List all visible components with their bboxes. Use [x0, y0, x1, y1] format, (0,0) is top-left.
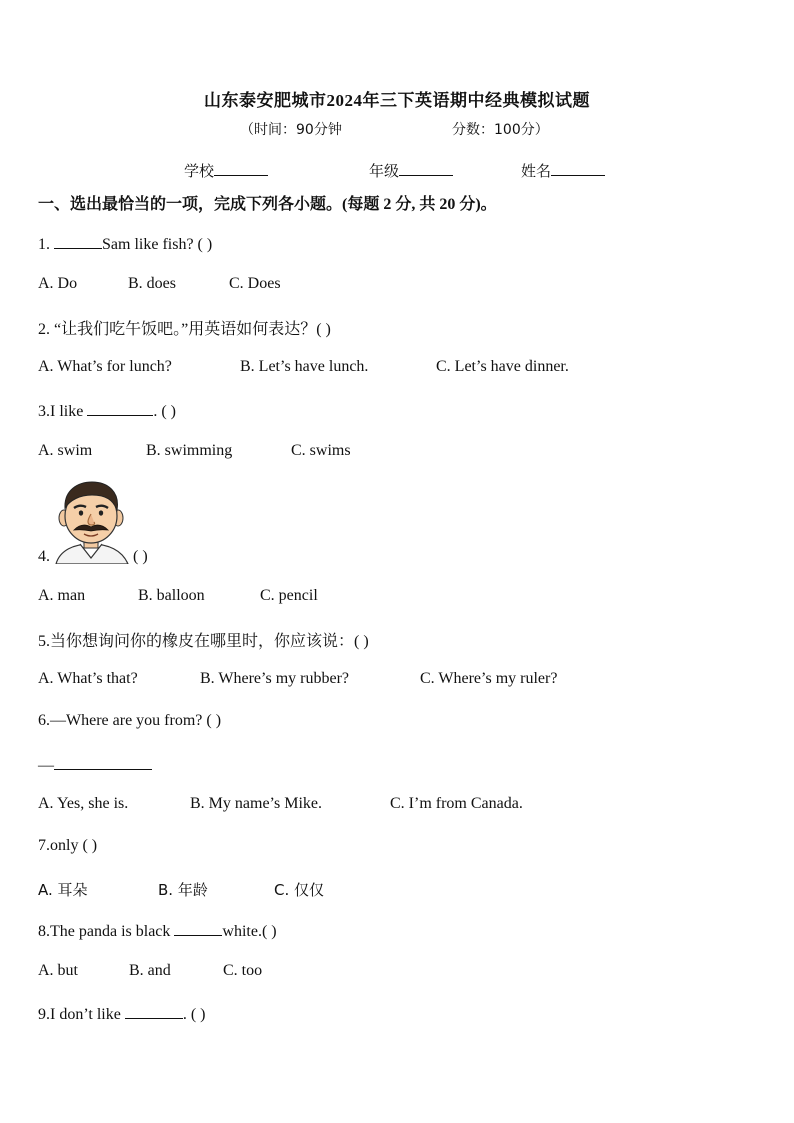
question-3	[38, 400, 176, 421]
question-4-option-b[interactable]: B. balloon	[138, 587, 205, 604]
question-5-option-a[interactable]: A. What’s that?	[38, 670, 138, 687]
question-1-option-a[interactable]: A. Do	[38, 275, 78, 292]
question-9-text: 9.I don’t like	[38, 1006, 125, 1023]
question-8-option-b[interactable]: B. and	[129, 962, 171, 979]
school-blank[interactable]	[214, 161, 268, 176]
question-8	[38, 920, 277, 941]
question-3-option-a[interactable]: A. swim	[38, 442, 93, 459]
name-label: 姓名	[521, 162, 552, 180]
grade-field	[369, 160, 453, 181]
question-4-option-c[interactable]: C. pencil	[260, 587, 318, 604]
question-7-option-a[interactable]: A. 耳朵	[38, 881, 88, 899]
question-6-option-a[interactable]: A. Yes, she is.	[38, 795, 129, 812]
exam-title: 山东泰安肥城市2024年三下英语期中经典模拟试题	[204, 91, 590, 110]
question-6-answer-line	[38, 754, 152, 775]
question-6-blank[interactable]	[54, 754, 152, 770]
question-2: 2. “让我们吃午饭吧。”用英语如何表达？( )	[38, 321, 331, 338]
section-heading: 一、选出最恰当的一项，完成下列各小题。(每题 2 分, 共 20 分)。	[38, 196, 497, 213]
name-field	[521, 160, 605, 181]
question-6: 6.—Where are you from? ( )	[38, 712, 222, 729]
question-9	[38, 1003, 205, 1024]
question-2-option-c[interactable]: C. Let’s have dinner.	[436, 358, 569, 375]
question-9-blank[interactable]	[125, 1003, 183, 1019]
question-1-option-c[interactable]: C. Does	[229, 275, 281, 292]
question-8-option-a[interactable]: A. but	[38, 962, 78, 979]
question-3-text: 3.I like	[38, 403, 88, 420]
exam-time: （时间：90分钟	[240, 122, 342, 138]
question-8-option-c[interactable]: C. too	[223, 962, 263, 979]
question-4-number: 4.	[38, 548, 50, 565]
question-3-paren: . ( )	[153, 403, 176, 420]
question-5: 5.当你想询问你的橡皮在哪里时，你应该说：( )	[38, 633, 369, 650]
exam-score: 分数：100分）	[452, 122, 549, 138]
man-portrait-image	[50, 478, 132, 564]
question-1-number: 1.	[38, 236, 54, 253]
question-3-option-b[interactable]: B. swimming	[146, 442, 233, 459]
question-8-text: 8.The panda is black	[38, 923, 175, 940]
question-1-blank[interactable]	[54, 233, 102, 249]
question-2-option-a[interactable]: A. What’s for lunch?	[38, 358, 172, 375]
school-field	[184, 160, 268, 181]
question-9-paren: . ( )	[182, 1006, 206, 1023]
question-2-option-b[interactable]: B. Let’s have lunch.	[240, 358, 369, 375]
question-7: 7.only ( )	[38, 837, 98, 854]
question-1-option-b[interactable]: B. does	[128, 275, 176, 292]
question-8-paren: white.( )	[222, 923, 277, 940]
name-blank[interactable]	[551, 161, 605, 176]
question-4-option-a[interactable]: A. man	[38, 587, 86, 604]
grade-blank[interactable]	[399, 161, 453, 176]
question-3-option-c[interactable]: C. swims	[291, 442, 351, 459]
question-6-option-b[interactable]: B. My name’s Mike.	[190, 795, 322, 812]
question-4-paren: ( )	[133, 548, 148, 565]
question-5-option-c[interactable]: C. Where’s my ruler?	[420, 670, 558, 687]
question-3-blank[interactable]	[87, 400, 153, 416]
grade-label: 年级	[369, 162, 400, 180]
question-1-text: Sam like fish? ( )	[102, 236, 213, 253]
question-5-option-b[interactable]: B. Where’s my rubber?	[200, 670, 349, 687]
question-1	[38, 233, 212, 254]
question-7-option-c[interactable]: C. 仅仅	[274, 881, 325, 899]
question-7-option-b[interactable]: B. 年龄	[158, 881, 208, 899]
question-6-dash: —	[38, 757, 54, 774]
question-8-blank[interactable]	[174, 920, 222, 936]
school-label: 学校	[184, 162, 215, 180]
question-6-option-c[interactable]: C. I’m from Canada.	[390, 795, 523, 812]
